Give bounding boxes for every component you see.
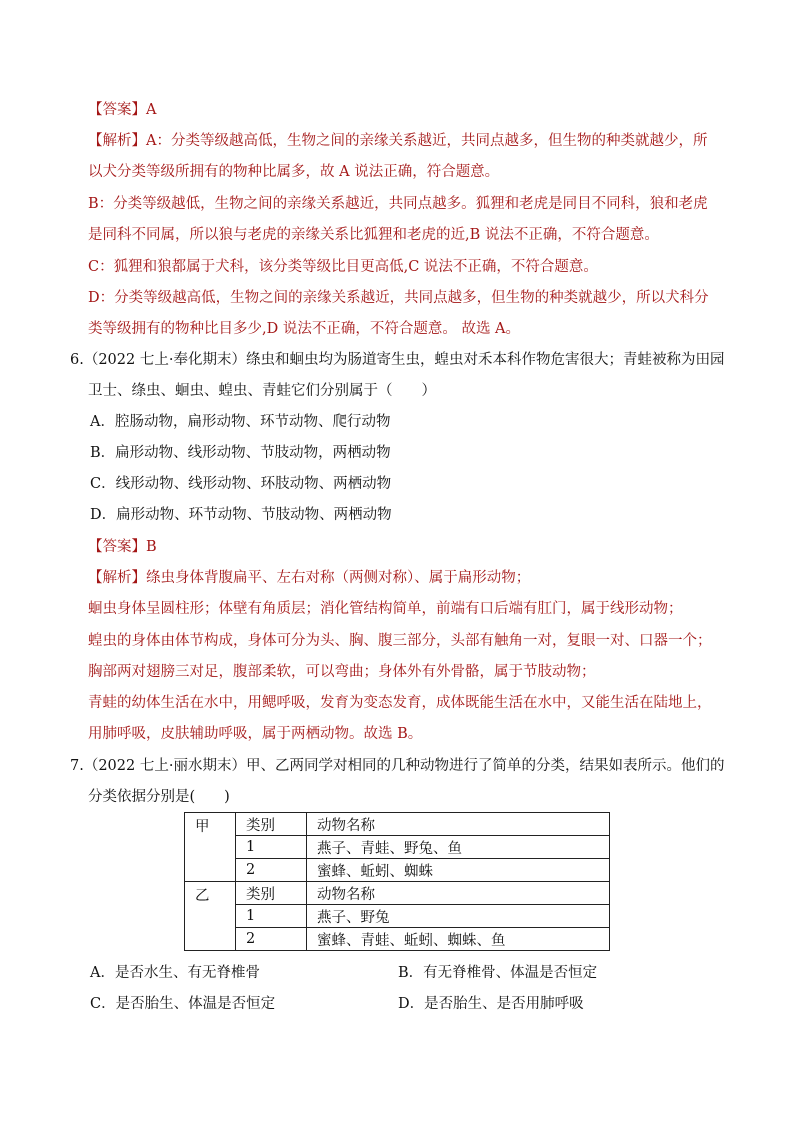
analysis-text: 蝗虫的身体由体节构成，身体可分为头、胸、腹三部分，头部有触角一对，复眼一对、口器一个；	[88, 633, 712, 649]
analysis-text: 是同科不同属，所以狼与老虎的亲缘关系比狐狸和老虎的近,B 说法不正确，不符合题意。	[88, 227, 659, 243]
answer-tag: 【答案】	[88, 102, 146, 118]
option-a: A．腔肠动物，扁形动物、环节动物、爬行动物	[90, 414, 391, 430]
answer-line	[88, 100, 156, 120]
column-header-category: 类别	[236, 882, 307, 905]
analysis-text: D：分类等级越高低，生物之间的亲缘关系越近，共同点越多，但生物的种类就越少，所以犬科分	[88, 290, 709, 306]
table-row	[185, 905, 610, 928]
answer-value: B	[146, 539, 157, 555]
answer-tag: 【答案】	[88, 539, 146, 555]
category-number: 2	[236, 928, 307, 951]
question-stem: 7.（2022 七上·丽水期末）甲、乙两同学对相同的几种动物进行了简单的分类，结果如表所示。他们的	[70, 758, 725, 774]
analysis-text: 青蛙的幼体生活在水中，用鳃呼吸，发育为变态发育，成体既能生活在水中，又能生活在陆地上，	[88, 695, 712, 711]
analysis-text: B：分类等级越低，生物之间的亲缘关系越近，共同点越多。狐狸和老虎是同目不同科，狼和老虎	[88, 196, 708, 212]
analysis-line	[88, 131, 707, 151]
group-label-yi: 乙	[185, 882, 236, 951]
option-b: B．扁形动物、线形动物、节肢动物，两栖动物	[90, 445, 391, 461]
analysis-text: 绦虫身体背腹扁平、左右对称（两侧对称）、属于扁形动物；	[146, 570, 531, 586]
analysis-text: 蛔虫身体呈圆柱形；体壁有角质层；消化管结构简单，前端有口后端有肛门，属于线形动物；	[88, 601, 683, 617]
table-row	[185, 859, 610, 882]
category-number: 1	[236, 905, 307, 928]
option-d: D．是否胎生、是否用肺呼吸	[398, 996, 584, 1012]
analysis-tag: 【解析】	[88, 133, 146, 149]
analysis-text: 胸部两对翅膀三对足，腹部柔软，可以弯曲；身体外有外骨骼，属于节肢动物；	[88, 664, 596, 680]
animal-names: 燕子、野兔	[307, 905, 610, 928]
animal-names: 蜜蜂、青蛙、蚯蚓、蜘蛛、鱼	[307, 928, 610, 951]
table-row	[185, 882, 610, 905]
question-stem: 6.（2022 七上·奉化期末）绦虫和蛔虫均为肠道寄生虫，蝗虫对禾本科作物危害很大；青蛙被称为田园	[70, 352, 725, 368]
animal-names: 燕子、青蛙、野兔、鱼	[307, 836, 610, 859]
column-header-animals: 动物名称	[307, 882, 610, 905]
analysis-line	[88, 568, 530, 588]
option-b: B．有无脊椎骨、体温是否恒定	[398, 965, 598, 981]
table-row	[185, 813, 610, 836]
analysis-tag: 【解析】	[88, 570, 146, 586]
analysis-text: 用肺呼吸，皮肤辅助呼吸，属于两栖动物。故选 B。	[88, 726, 423, 742]
option-c: C．是否胎生、体温是否恒定	[90, 996, 276, 1012]
analysis-text: 以犬分类等级所拥有的物种比属多，故 A 说法正确，符合题意。	[88, 164, 500, 180]
analysis-text: A：分类等级越高低，生物之间的亲缘关系越近，共同点越多，但生物的种类就越少，所	[146, 133, 708, 149]
column-header-animals: 动物名称	[307, 813, 610, 836]
column-header-category: 类别	[236, 813, 307, 836]
category-number: 2	[236, 859, 307, 882]
answer-value: A	[146, 102, 157, 118]
answer-line	[88, 537, 157, 557]
question-stem: 分类依据分别是( )	[88, 789, 230, 805]
option-c: C．线形动物、线形动物、环肢动物、两栖动物	[90, 476, 392, 492]
analysis-text: 类等级拥有的物种比目多少,D 说法不正确，不符合题意。 故选 A。	[88, 321, 521, 337]
question-stem: 卫士、绦虫、蛔虫、蝗虫、青蛙它们分别属于（ ）	[88, 383, 436, 399]
classification-table	[184, 812, 610, 951]
option-d: D．扁形动物、环节动物、节肢动物、两栖动物	[90, 507, 392, 523]
table-row	[185, 928, 610, 951]
analysis-text: C：狐狸和狼都属于犬科，该分类等级比目更高低,C 说法不正确，不符合题意。	[88, 259, 598, 275]
animal-names: 蜜蜂、蚯蚓、蜘蛛	[307, 859, 610, 882]
option-a: A．是否水生、有无脊椎骨	[90, 965, 260, 981]
table-row	[185, 836, 610, 859]
group-label-jia: 甲	[185, 813, 236, 882]
category-number: 1	[236, 836, 307, 859]
